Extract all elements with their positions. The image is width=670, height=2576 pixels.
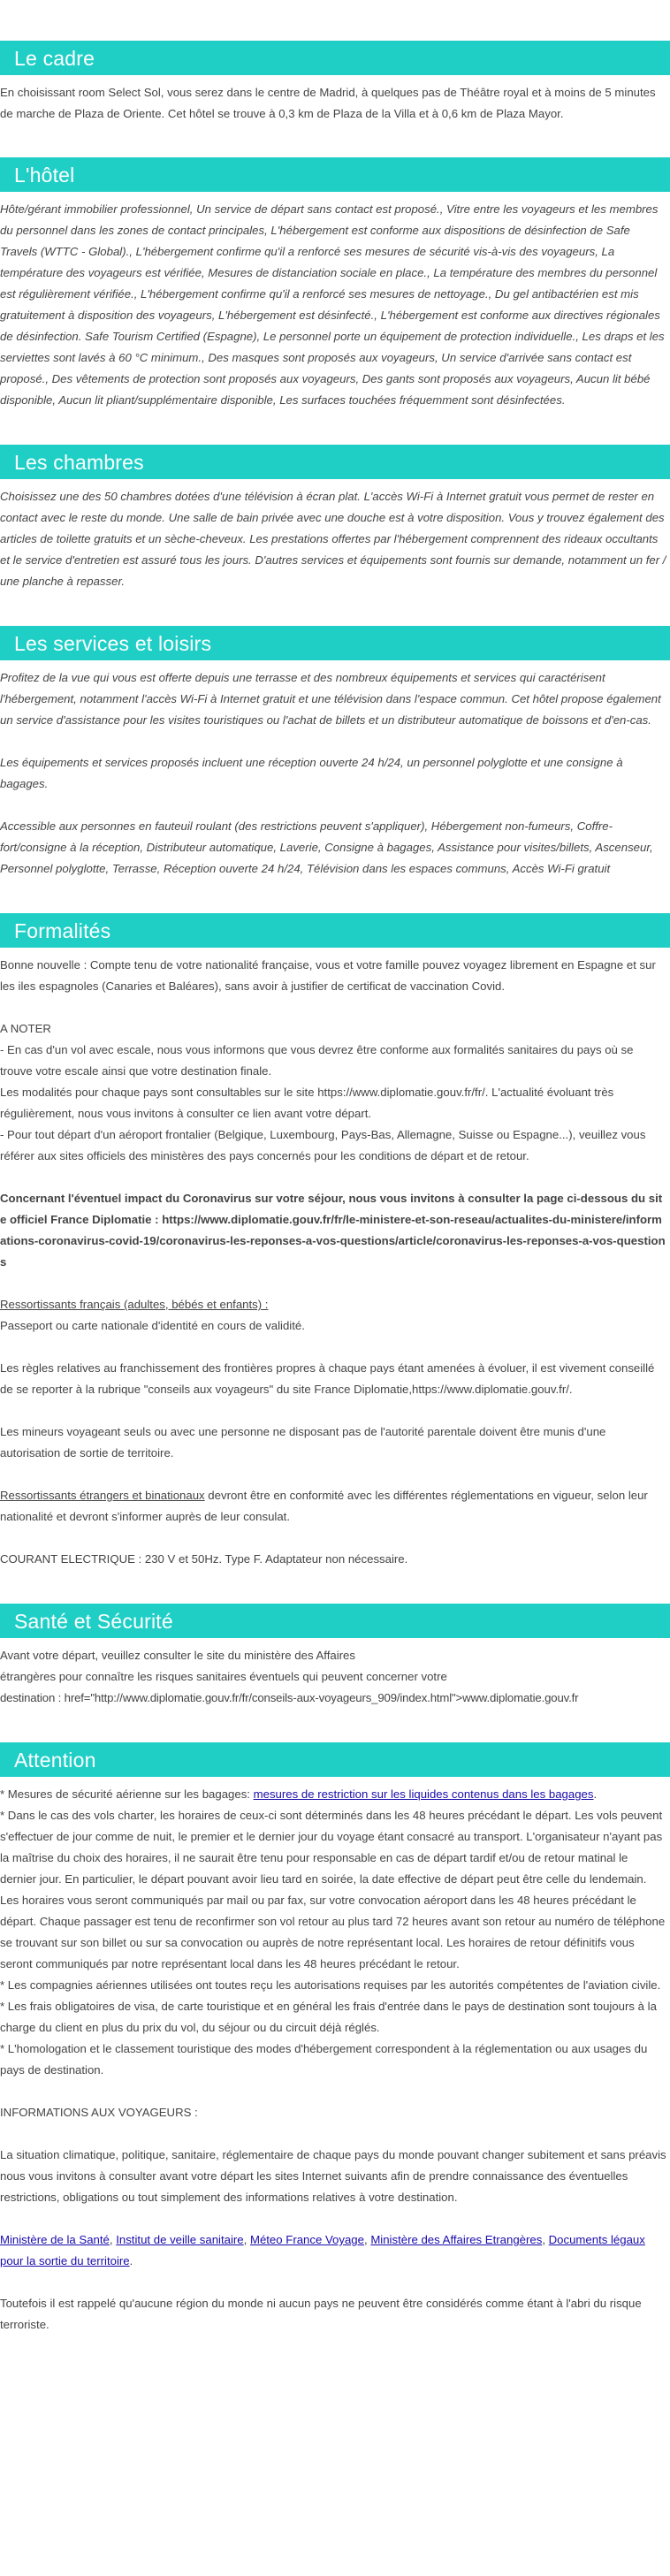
formalites-noter-title: A NOTER [0,1022,51,1035]
section-title-formalites: Formalités [0,913,670,948]
formalites-etrangers [0,1485,667,1528]
section-attention [0,1742,670,2336]
section-title-hotel: L'hôtel [0,157,670,192]
attention-frais: * Les frais obligatoires de visa, de carte touristique et en général les frais d'entrée dans le pays de destination sont toujours à la charge du client en plus du prix du vol, du séjour ou du circuit déjà réglés. [0,2000,657,2034]
services-paragraph-3: Accessible aux personnes en fauteuil roulant (des restrictions peuvent s'appliquer), Hébergement non-fumeurs, Coffre-fort/consigne à la réception, Distributeur automatique, Laverie, Consigne à bagages, Assistance pour visites/billets, Ascenseur, Personnel polyglotte, Terrasse, Réception ouverte 24 h/24, Télévision dans les espaces communs, Accès Wi-Fi gratuit [0,819,653,875]
formalites-bonne-nouvelle: Bonne nouvelle : Compte tenu de votre nationalité française, vous et votre famille pouvez voyagez librement en Espagne et sur les iles espagnoles (Canaries et Baléares), sans avoir à justifier de certificat de vaccination Covid. [0,958,656,993]
attention-bagages-prefix: * Mesures de sécurité aérienne sur les bagages: [0,1787,254,1801]
section-title-chambres: Les chambres [0,445,670,479]
section-sante [0,1604,670,1709]
section-title-sante: Santé et Sécurité [0,1604,670,1638]
formalites-noter-frontalier: - Pour tout départ d'un aéroport frontalier (Belgique, Luxembourg, Pays-Bas, Allemagne, Suisse ou Espagne...), veuillez vous référer aux sites officiels des ministères des pays concernés pour les conditions de départ et de retour. [0,1128,646,1162]
attention-links: Ministère de la Santé, Institut de veille sanitaire, Méteo France Voyage, Ministère des Affaires Etrangères, Documents légaux pour la sortie du territoire. [0,2233,645,2267]
services-paragraph-2: Les équipements et services proposés incluent une réception ouverte 24 h/24, un personnel polyglotte et une consigne à bagages. [0,756,623,790]
liquides-restriction-link[interactable]: mesures de restriction sur les liquides contenus dans les bagages [253,1787,594,1801]
section-chambres [0,445,670,592]
attention-compagnies: * Les compagnies aériennes utilisées ont toutes reçu les autorisations requises par les autorités compétentes de l'aviation civile. [0,1978,661,1992]
chambres-text: Choisissez une des 50 chambres dotées d'une télévision à écran plat. L'accès Wi-Fi à Internet gratuit vous permet de rester en contact avec le reste du monde. Une salle de bain privée avec une douche est à votre disposition. Vous y trouvez également des articles de toilette gratuits et un sèche-cheveux. Les prestations offertes par l'hébergement comprennent des rideaux occultants et le service d'entretien est assuré tous les jours. D'autres services et équipements sont fournis sur demande, notamment un fer / une planche à repasser. [0,490,666,588]
section-cadre [0,41,670,125]
link-institut-veille-sanitaire[interactable]: Institut de veille sanitaire [116,2233,244,2246]
section-title-cadre: Le cadre [0,41,670,75]
formalites-francais-title: Ressortissants français (adultes, bébés et enfants) : [0,1298,269,1311]
section-services [0,626,670,880]
formalites-mineurs: Les mineurs voyageant seuls ou avec une personne ne disposant pas de l'autorité parentale doivent être munis d'une autorisation de sortie de territoire. [0,1425,606,1459]
attention-situation: La situation climatique, politique, sanitaire, réglementaire de chaque pays du monde pouvant changer subitement et sans préavis nous vous invitons à consulter avant votre départ les sites Internet suivants afin de prendre connaissance des éventuelles restrictions, obligations ou tout simplement des informations relatives à votre destination. [0,2148,666,2204]
formalites-regles: Les règles relatives au franchissement des frontières propres à chaque pays étant amenées à évoluer, il est vivement conseillé de se reporter à la rubrique "conseils aux voyageurs" du site France Diplomatie,https://www.diplomatie.gouv.fr/. [0,1361,655,1396]
attention-homologation: * L'homologation et le classement touristique des modes d'hébergement correspondent à la réglementation ou aux usages du pays de destination. [0,2042,648,2077]
formalites-etrangers-title: Ressortissants étrangers et binationaux [0,1489,205,1502]
sante-line-3: destination : href="http://www.diplomatie.gouv.fr/fr/conseils-aux-voyageurs_909/index.html">www.diplomatie.gouv.fr [0,1691,579,1704]
sante-line-2: étrangères pour connaître les risques sanitaires éventuels qui peuvent concerner votre [0,1670,447,1683]
attention-bagages-suffix: . [593,1787,598,1801]
formalites-coronavirus-notice: Concernant l'éventuel impact du Coronavirus sur votre séjour, nous vous invitons à consulter la page ci-dessous du site officiel France Diplomatie : https://www.diplomatie.gouv.fr/fr/le-ministere-et-son-reseau/actualites-du-ministere/informations-coronavirus-covid-19/coronavirus-les-reponses-a-vos-questions/article/coronavirus-les-reponses-a-vos-questions [0,1192,666,1269]
formalites-francais-text: Passeport ou carte nationale d'identité en cours de validité. [0,1319,305,1332]
link-ministere-sante[interactable]: Ministère de la Santé [0,2233,110,2246]
section-title-services: Les services et loisirs [0,626,670,660]
formalites-noter-escale: - En cas d'un vol avec escale, nous vous informons que vous devrez être conforme aux formalités sanitaires du pays où se trouve votre escale ainsi que votre destination finale. [0,1043,634,1078]
section-hotel [0,157,670,411]
attention-info-title: INFORMATIONS AUX VOYAGEURS : [0,2106,198,2119]
hotel-text: Hôte/gérant immobilier professionnel, Un service de départ sans contact est proposé., Vitre entre les voyageurs et les membres du personnel dans les zones de contact principales, L'hébergement est conforme aux dispositions de désinfection de Safe Travels (WTTC - Global)., L'hébergement confirme qu'il a renforcé ses mesures de sécurité vis-à-vis des voyageurs, La température des voyageurs est vérifiée, Mesures de distanciation sociale en place., La température des membres du personnel est régulièrement vérifiée., L'hébergement confirme qu'il a renforcé ses mesures de nettoyage., Du gel antibactérien est mis gratuitement à disposition des voyageurs, L'hébergement est désinfecté., L'hébergement est conforme aux directives régionales de désinfection. Safe Tourism Certified (Espagne), Le personnel porte un équipement de protection individuelle., Les draps et les serviettes sont lavés à 60 °C minimum., Des masques sont proposés aux voyageurs, Un service d'arrivée sans contact est proposé., Des vêtements de protection sont proposés aux voyageurs, Des gants sont proposés aux voyageurs, Aucun lit bébé disponible, Aucun lit pliant/supplémentaire disponible, Les surfaces touchées fréquemment sont désinfectées. [0,202,665,407]
link-meteo-france-voyage[interactable]: Méteo France Voyage [249,2233,364,2246]
sante-line-1: Avant votre départ, veuillez consulter le site du ministère des Affaires [0,1649,355,1662]
cadre-text: En choisissant room Select Sol, vous serez dans le centre de Madrid, à quelques pas de Théâtre royal et à moins de 5 minutes de marche de Plaza de Oriente. Cet hôtel se trouve à 0,3 km de Plaza de la Villa et à 0,6 km de Plaza Mayor. [0,86,656,120]
link-ministere-affaires-etrangeres[interactable]: Ministère des Affaires Etrangères [370,2233,543,2246]
formalites-noter-modalites: Les modalités pour chaque pays sont consultables sur le site https://www.diplomatie.gouv.fr/fr/. L'actualité évoluant très régulièrement, nous vous invitons à consulter ce lien avant votre départ. [0,1086,614,1120]
services-paragraph-1: Profitez de la vue qui vous est offerte depuis une terrasse et des nombreux équipements et services qui caractérisent l'hébergement, notamment l'accès Wi-Fi à Internet gratuit et une télévision dans l'espace commun. Cet hôtel propose également un service d'assistance pour les visites touristiques ou l'achat de billets et un distributeur automatique de boissons et d'en-cas. [0,671,661,727]
link-documents-legaux[interactable]: Documents légaux pour la sortie du territoire [0,2233,645,2267]
section-formalites [0,913,670,1570]
attention-bagages [0,1784,667,1805]
formalites-etrangers-text: devront être en conformité avec les différentes réglementations en vigueur, selon leur nationalité et devront s'informer auprès de leur consulat. [0,1489,648,1523]
attention-terrorisme: Toutefois il est rappelé qu'aucune région du monde ni aucun pays ne peuvent être considérés comme étant à l'abri du risque terroriste. [0,2297,642,2331]
formalites-courant: COURANT ELECTRIQUE : 230 V et 50Hz. Type F. Adaptateur non nécessaire. [0,1552,408,1566]
section-title-attention: Attention [0,1742,670,1777]
attention-charters: * Dans le cas des vols charter, les horaires de ceux-ci sont déterminés dans les 48 heures précédant le départ. Les vols peuvent s'effectuer de jour comme de nuit, le premier et le dernier jour du voyage étant consacré au transport. L'organisateur n'ayant pas la maîtrise du choix des horaires, il ne saurait être tenu pour responsable en cas de départ tardif et/ou de retour matinal le dernier jour. En particulier, le départ pouvant avoir lieu tard en soirée, la date effective de départ peut être celle du lendemain. Les horaires vous seront communiqués par mail ou par fax, sur votre convocation aéroport dans les 48 heures précédant le départ. Chaque passager est tenu de reconfirmer son vol retour au plus tard 72 heures avant son retour au numéro de téléphone se trouvant sur son billet ou sur sa convocation ou auprès de notre représentant local. Les horaires de retour définitifs vous seront communiqués par notre représentant local dans les 48 heures précédant le retour. [0,1809,666,1970]
